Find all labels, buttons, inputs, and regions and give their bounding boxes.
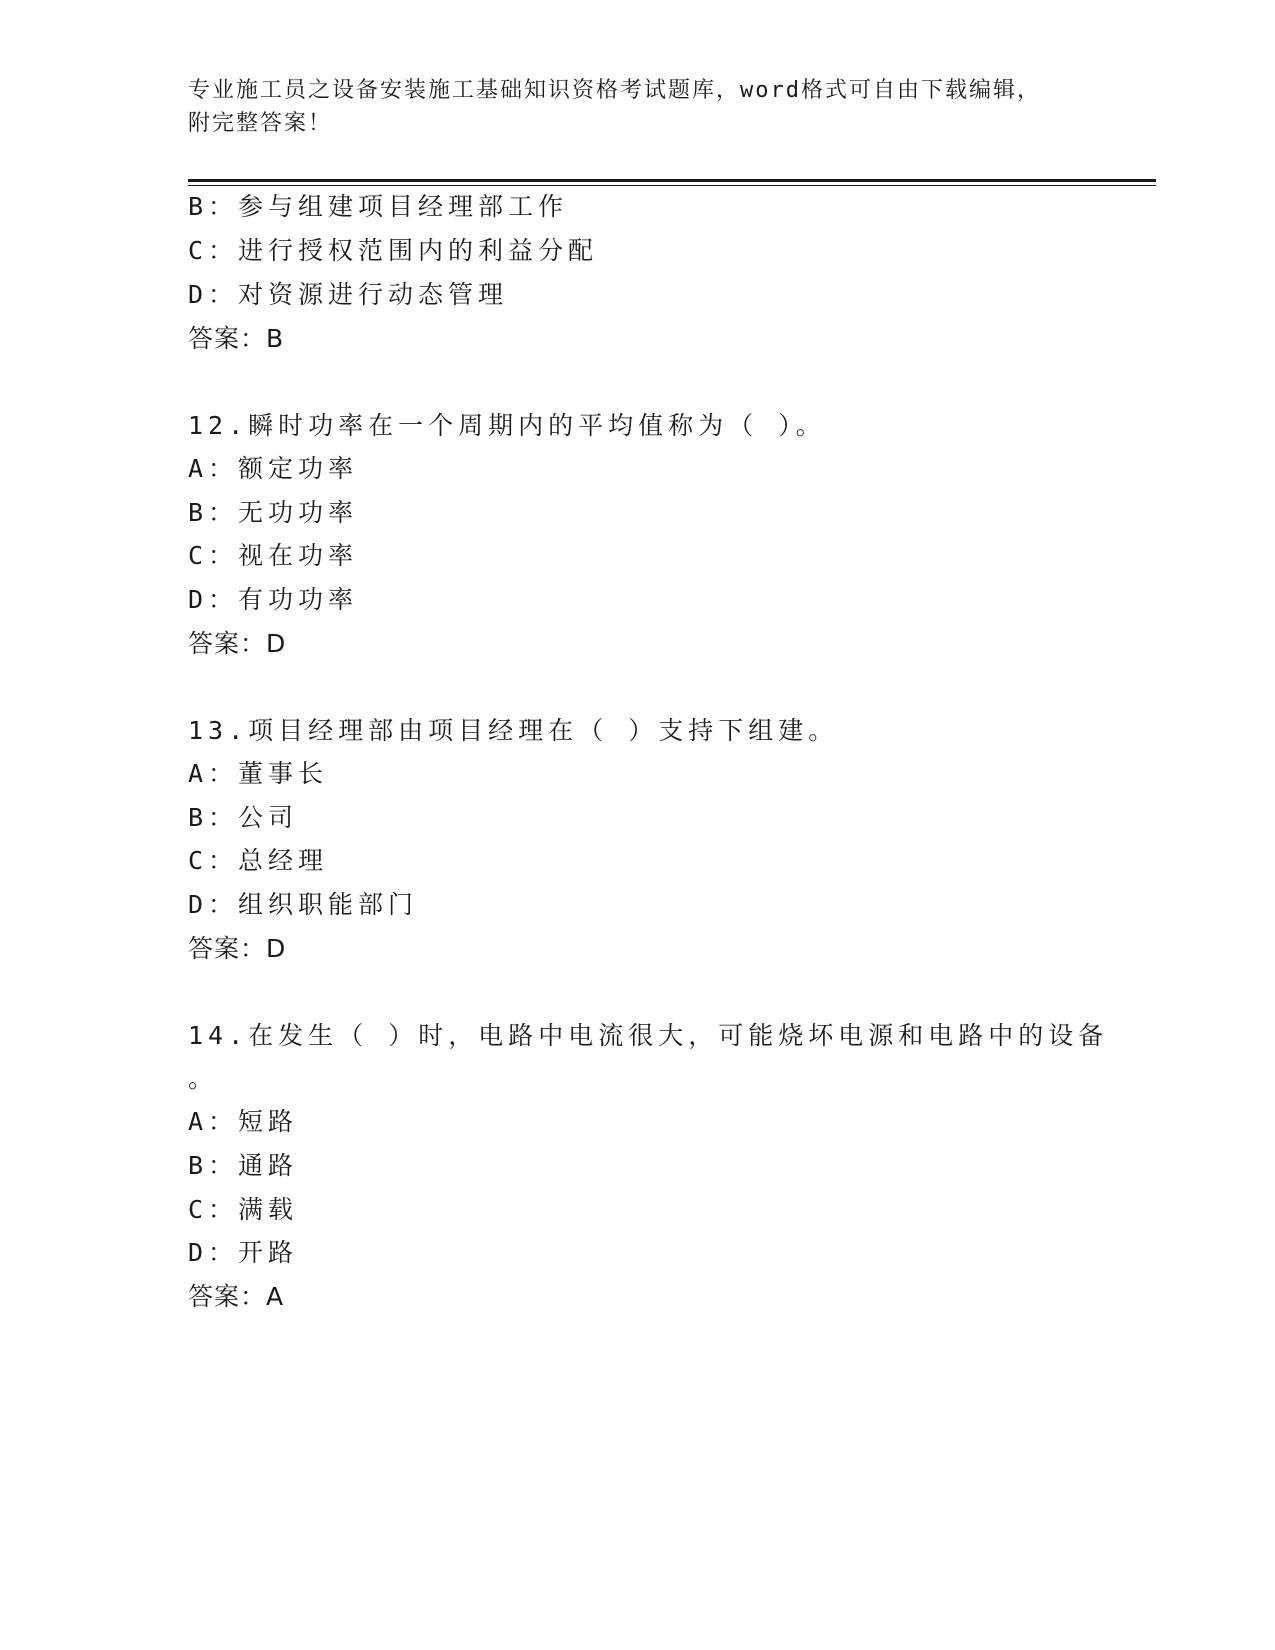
question-14-option-b: B：通路	[188, 1151, 299, 1180]
question-14-stem: 14.在发生（ ）时，电路中电流很大，可能烧坏电源和电路中的设备	[188, 1021, 1109, 1050]
document-header	[188, 74, 1068, 140]
question-14-option-d: D：开路	[188, 1238, 299, 1267]
question-14-option-a: A：短路	[188, 1107, 299, 1136]
question-12-option-c: C：视在功率	[188, 541, 359, 570]
prev-option-b: B：参与组建项目经理部工作	[188, 192, 569, 221]
question-13-option-d: D：组织职能部门	[188, 890, 419, 919]
question-12-answer: 答案：D	[188, 629, 287, 658]
prev-option-c: C：进行授权范围内的利益分配	[188, 236, 599, 265]
prev-option-d: D：对资源进行动态管理	[188, 280, 509, 309]
header-line-2: 附完整答案！	[188, 111, 333, 136]
question-12-option-a: A：额定功率	[188, 454, 359, 483]
header-line-1: 专业施工员之设备安装施工基础知识资格考试题库，word格式可自由下载编辑，	[188, 78, 1041, 103]
question-12-option-d: D：有功功率	[188, 585, 359, 614]
question-12-stem: 12.瞬时功率在一个周期内的平均值称为（ ）。	[188, 411, 826, 440]
header-divider-thin	[188, 185, 1156, 186]
question-13-option-a: A：董事长	[188, 759, 329, 788]
question-12-option-b: B：无功功率	[188, 498, 359, 527]
question-13-answer: 答案：D	[188, 934, 287, 963]
header-divider-thick	[188, 179, 1156, 182]
question-13-option-c: C：总经理	[188, 846, 329, 875]
prev-answer: 答案：B	[188, 324, 285, 353]
question-13-option-b: B：公司	[188, 803, 299, 832]
question-14-answer: 答案：A	[188, 1282, 285, 1311]
question-14-stem-continuation: 。	[188, 1064, 219, 1093]
question-13-stem: 13.项目经理部由项目经理在（ ）支持下组建。	[188, 716, 839, 745]
question-14-option-c: C：满载	[188, 1195, 299, 1224]
